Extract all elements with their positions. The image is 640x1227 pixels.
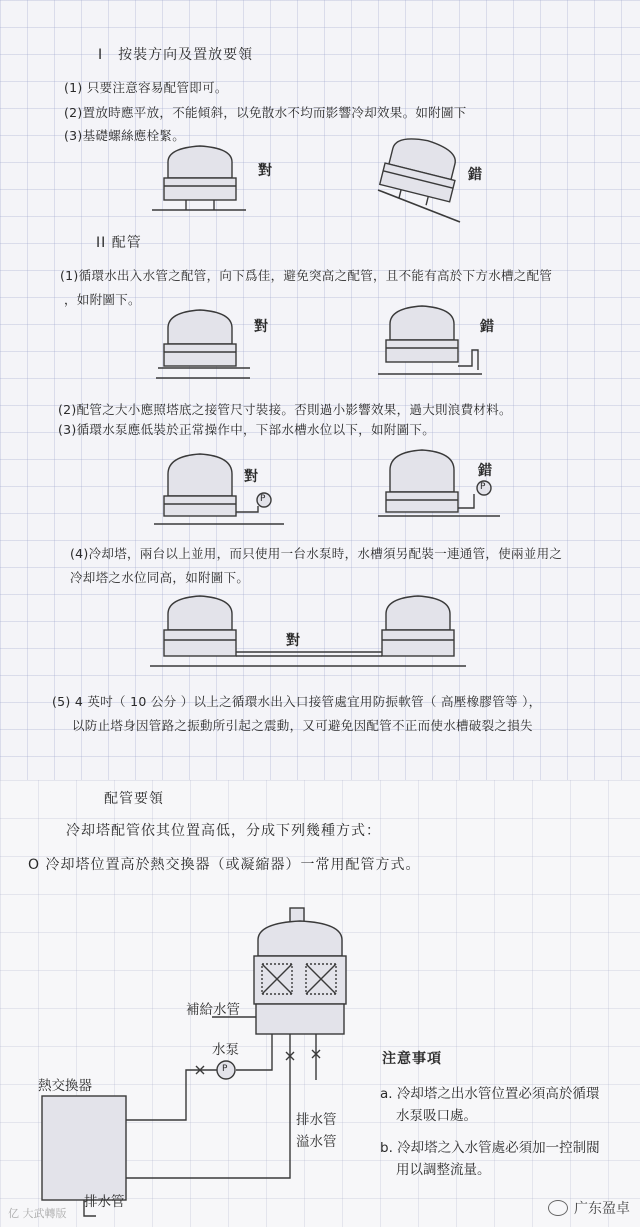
section-1-title: I 按裝方向及置放要領 — [98, 47, 254, 63]
sec1-item-3: (3)基礎螺絲應栓緊。 — [64, 128, 186, 143]
sec3-bullet: O 冷却塔位置高於熱交換器（或凝縮器）一常用配管方式。 — [28, 857, 421, 873]
piping-layout-diagram — [0, 780, 640, 1227]
sec2-item-2: (2)配管之大小應照塔底之接管尺寸裝接。否則過小影響效果，過大則浪費材料。 — [58, 402, 512, 417]
label-right-2: 對 — [254, 319, 268, 335]
section-2-title: II 配管 — [96, 235, 142, 251]
sec1-item-1: (1) 只要注意容易配管即可。 — [64, 80, 228, 95]
tower-fill-section — [254, 956, 346, 1004]
notes-title: 注意事項 — [382, 1051, 442, 1067]
label-drain-bottom: 排水管 — [84, 1194, 125, 1210]
heat-exchanger-icon — [42, 1096, 126, 1200]
wechat-icon — [548, 1200, 568, 1216]
fan-motor-icon — [290, 908, 304, 922]
sec2-item-1-line-2: ，如附圖下。 — [64, 292, 141, 307]
sec1-item-2: (2)置放時應平放，不能傾斜，以免散水不均而影響冷却效果。如附圖下 — [64, 105, 467, 120]
label-right-4: 對 — [286, 633, 300, 649]
label-right-3: 對 — [244, 469, 258, 485]
manual-page-bottom — [0, 780, 640, 1227]
tower-right-icon — [382, 596, 454, 656]
pump-symbol-3: P — [222, 1064, 228, 1074]
sec2-item-4-line-1: (4)冷却塔，兩台以上並用，而只使用一台水泵時，水槽須另配裝一連通管，使兩並用之 — [70, 546, 563, 561]
label-wrong-1: 錯 — [468, 167, 482, 183]
tower-basin — [256, 1004, 344, 1034]
pump-symbol-2: P — [480, 482, 486, 492]
note-b-line-2: 用以調整流量。 — [396, 1162, 491, 1178]
label-overflow: 溢水管 — [296, 1134, 337, 1150]
label-pump: 水泵 — [212, 1042, 239, 1058]
label-makeup-pipe: 補給水管 — [186, 1002, 240, 1018]
sec2-item-3: (3)循環水泵應低裝於正常操作中，下部水槽水位以下，如附圖下。 — [58, 422, 436, 437]
note-a-line-1: a. 冷却塔之出水管位置必須高於循環 — [380, 1086, 600, 1102]
note-a-line-2: 水泵吸口處。 — [396, 1108, 477, 1124]
label-wrong-2: 錯 — [480, 319, 494, 335]
note-b-line-1: b. 冷却塔之入水管處必須加一控制閥 — [380, 1140, 600, 1156]
watermark-text: 亿 大武轉版 — [8, 1207, 67, 1220]
label-drain: 排水管 — [296, 1112, 337, 1128]
sec2-item-5-line-2: 以防止塔身因管路之振動所引起之震動，又可避免因配管不正而使水槽破裂之損失 — [72, 718, 533, 733]
pump-symbol-1: P — [260, 494, 266, 504]
section-3-title: 配管要領 — [104, 791, 164, 807]
brand-badge — [548, 1198, 630, 1218]
label-right-1: 對 — [258, 163, 272, 179]
label-heat-exchanger: 熱交換器 — [38, 1078, 92, 1094]
tower-left-icon — [164, 596, 236, 656]
sec3-intro: 冷却塔配管依其位置高低，分成下列幾種方式： — [66, 823, 381, 839]
tower-dome — [258, 921, 342, 956]
brand-name: 广东盈卓 — [574, 1201, 630, 1217]
sec2-item-4-line-2: 冷却塔之水位同高，如附圖下。 — [70, 570, 250, 585]
sec2-item-5-line-1: (5) 4 英吋（ 10 公分 ）以上之循環水出入口接管處宜用防振軟管（ 高壓橡膠管等 ）， — [52, 694, 542, 709]
sec2-item-1-line-1: (1)循環水出入水管之配管，向下爲佳，避免突高之配管，且不能有高於下方水槽之配管 — [60, 268, 553, 283]
label-wrong-3: 錯 — [478, 463, 492, 479]
